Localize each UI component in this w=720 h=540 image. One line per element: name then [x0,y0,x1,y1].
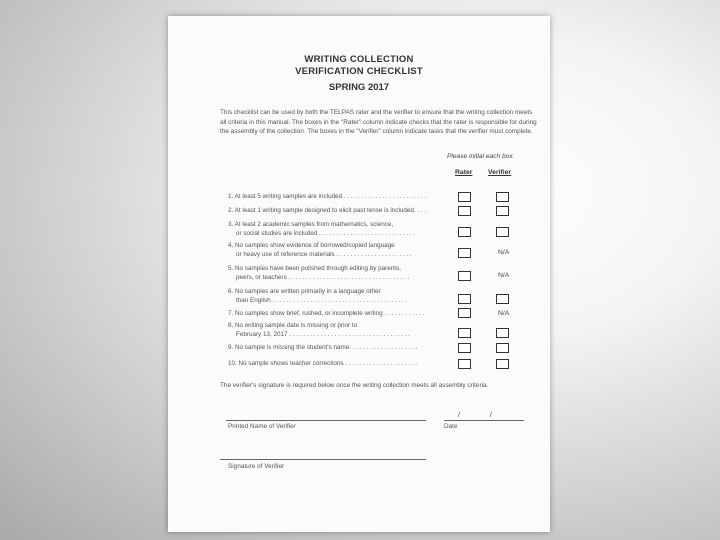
rater-checkbox-5[interactable] [458,271,471,281]
verifier-checkbox-2[interactable] [496,206,509,216]
item-text: 5. No samples have been polished through editing by parents, [228,265,401,272]
date-slashes: / / [458,412,506,419]
verifier-na-5: N/A [498,272,510,279]
verifier-checkbox-6[interactable] [496,294,509,304]
checklist-item-7 [228,310,468,319]
rater-checkbox-1[interactable] [458,192,471,202]
checklist-item-6 [228,288,468,305]
date-label: Date [444,423,458,430]
checklist-item-4 [228,242,468,259]
verifier-column-header: Verifier [488,169,512,176]
item-text: 8. No writing sample date is missing or prior to [228,322,358,329]
checklist-item-2 [228,207,468,216]
signature-requirement-note: The verifier's signature is required below once the writing collection meets all assembly criteria. [220,382,489,389]
printed-name-line[interactable] [226,420,426,421]
verifier-na-4: N/A [498,249,510,256]
title-line-1: WRITING COLLECTION [304,54,414,65]
title-line-3: SPRING 2017 [328,82,390,93]
item-text: 4. No samples show evidence of borrowed/copied language [228,242,395,249]
rater-checkbox-9[interactable] [458,343,471,353]
verifier-na-7: N/A [498,310,510,317]
item-text: 2. At least 1 writing sample designed to elicit past tense is included. . . . [228,207,427,214]
rater-checkbox-7[interactable] [458,308,471,318]
item-text: 3. At least 2 academic samples from mathematics, science, [228,221,394,228]
date-line[interactable] [444,420,524,421]
item-text-continued: or social studies are included . . . . . . . . . . . . . . . . . . . . . . . . . . . . [236,229,416,237]
item-text: 6. No samples are written primarily in a language other [228,288,381,295]
rater-checkbox-4[interactable] [458,248,471,258]
rater-checkbox-10[interactable] [458,359,471,369]
printed-name-label: Printed Name of Verifier [228,423,296,430]
intro-paragraph: This checklist can be used by both the TELPAS rater and the verifier to ensure that the writing collection meets all criteria in this manual. The boxes in the "Rater" column indicate checks that the rater is responsible for during the assembly of the collection. The boxes in the "Verifier" column indicate tasks that the verifier must complete. [220,109,537,136]
item-text: 9. No sample is missing the student's name. . . . . . . . . . . . . . . . . . . . [228,344,418,351]
item-text-continued: peers, or teachers . . . . . . . . . . . . . . . . . . . . . . . . . . . . . . . . . . . [236,273,410,281]
item-text: 1. At least 5 writing samples are included . . . . . . . . . . . . . . . . . . . . . . . . [228,193,427,200]
verifier-checkbox-8[interactable] [496,328,509,338]
checklist-item-10 [228,360,468,369]
verifier-checkbox-1[interactable] [496,192,509,202]
item-text-continued: or heavy use of reference materials . . . . . . . . . . . . . . . . . . . . . . [236,250,412,258]
rater-checkbox-2[interactable] [458,206,471,216]
signature-line[interactable] [220,459,426,460]
verifier-checkbox-3[interactable] [496,227,509,237]
rater-checkbox-8[interactable] [458,328,471,338]
item-text-continued: February 13, 2017 . . . . . . . . . . . . . . . . . . . . . . . . . . . . . . . . . . . [236,330,410,338]
rater-checkbox-6[interactable] [458,294,471,304]
checklist-item-5 [228,265,468,282]
item-text-continued: than English . . . . . . . . . . . . . . . . . . . . . . . . . . . . . . . . . . . . . . . [236,296,408,304]
verifier-checkbox-9[interactable] [496,343,509,353]
rater-column-header: Rater [455,169,473,176]
checklist-item-9 [228,344,468,353]
title-line-2: VERIFICATION CHECKLIST [295,66,423,77]
initial-instruction: Please initial each box. [447,153,515,160]
checklist-item-8 [228,322,468,339]
signature-label: Signature of Verifier [228,463,285,470]
checklist-item-3 [228,221,468,238]
checklist-item-1 [228,193,468,202]
item-text: 10. No sample shows teacher corrections . . . . . . . . . . . . . . . . . . . . . [228,360,417,367]
rater-checkbox-3[interactable] [458,227,471,237]
verifier-checkbox-10[interactable] [496,359,509,369]
item-text: 7. No samples show brief, rushed, or incomplete writing . . . . . . . . . . . . [228,310,425,317]
checklist-document [168,16,550,532]
